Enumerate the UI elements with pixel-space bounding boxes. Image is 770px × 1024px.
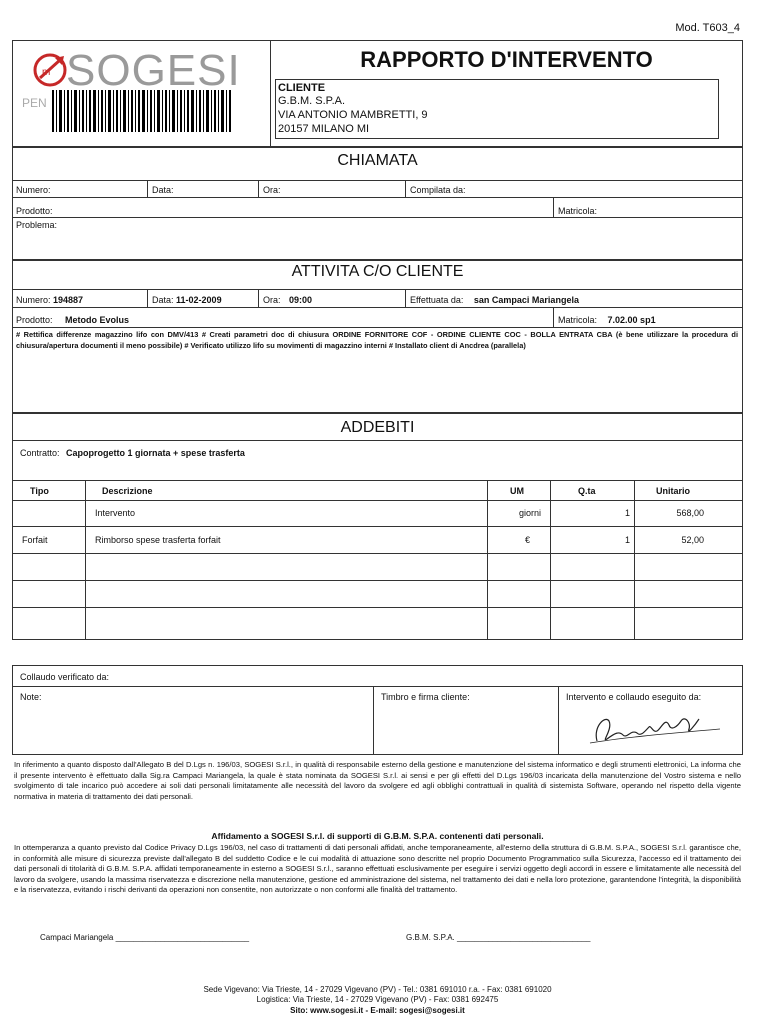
col-um: UM bbox=[510, 486, 524, 496]
technician-signature bbox=[585, 703, 725, 751]
addebiti-title: ADDEBITI bbox=[340, 419, 415, 436]
attivita-matricola-label: Matricola: bbox=[558, 315, 598, 325]
affidamento-title: Affidamento a SOGESI S.r.l. di supporti di G.B.M. S.P.A. contenenti dati personali. bbox=[211, 831, 544, 841]
row-qta: 1 bbox=[624, 508, 630, 518]
attivita-numero-value: 194887 bbox=[53, 295, 84, 305]
footer-sede: Sede Vigevano: Via Trieste, 14 - 27029 Vigevano (PV) - Tel.: 0381 691010 r.a. - Fax: 0381 691020 bbox=[203, 985, 552, 994]
form-code: Mod. T603_4 bbox=[675, 22, 740, 34]
cliente-address: VIA ANTONIO MAMBRETTI, 9 bbox=[278, 109, 428, 121]
svg-text:m: m bbox=[42, 67, 51, 78]
attivita-prodotto-label: Prodotto: bbox=[16, 315, 53, 325]
col-qta: Q.ta bbox=[578, 486, 596, 496]
signature-right bbox=[406, 933, 590, 942]
row-qta: 1 bbox=[624, 535, 630, 545]
eseguito-label: Intervento e collaudo eseguito da: bbox=[566, 692, 702, 702]
row-um: € bbox=[524, 535, 530, 545]
col-descrizione: Descrizione bbox=[102, 486, 153, 496]
contratto-value: Capoprogetto 1 giornata + spese trasferta bbox=[66, 448, 245, 458]
logo-subtext: PEN bbox=[22, 96, 47, 110]
signature-right-name: G.B.M. S.P.A. bbox=[406, 933, 455, 942]
row-descrizione: Intervento bbox=[95, 508, 136, 518]
row-um: giorni bbox=[518, 508, 541, 518]
footer-logistica: Logistica: Via Trieste, 14 - 27029 Vigevano (PV) - Fax: 0381 692475 bbox=[256, 995, 499, 1004]
col-tipo: Tipo bbox=[30, 486, 49, 496]
attivita-data-value: 11-02-2009 bbox=[176, 295, 222, 305]
signature-left-line: ______________________________ bbox=[115, 933, 250, 942]
signature-left bbox=[40, 933, 249, 942]
contratto-label: Contratto: bbox=[20, 448, 60, 458]
chiamata-matricola-label: Matricola: bbox=[558, 206, 598, 216]
signature-left-name: Campaci Mariangela bbox=[40, 933, 114, 942]
attivita-ora-value: 09:00 bbox=[289, 295, 313, 305]
privacy-notice: In riferimento a quanto disposto dall'Allegato B del D.Lgs n. 196/03, SOGESI S.r.l., in qualità di responsabile esterno della gestione e manutenzione del sistema informatico e degli strumenti elettronici, La informa che il presente intervento è effettuato dalla Sig.ra Campaci Mariangela, la quale è stata nominata da SOGESI S.r.l. ai sensi e per gli effetti del D.Lgs 196/03 incaricata della manutenzione del Vostro sistema e nello svolgimento di tale incarico può accedere ai soli dati personali limitatamente alle necessità del lavoro da svolgere ed agli obblighi contrattuali in qualità di sistemista Software, operando nel rispetto della vigente normativa in materia di trattamento dei dati personali. bbox=[14, 760, 741, 801]
note-label: Note: bbox=[20, 692, 42, 702]
attivita-title: ATTIVITA C/O CLIENTE bbox=[291, 263, 464, 280]
signature-right-line: ______________________________ bbox=[457, 933, 591, 942]
attivita-prodotto-value: Metodo Evolus bbox=[65, 315, 130, 325]
attivita-data-label: Data: bbox=[152, 295, 174, 305]
chiamata-ora-label: Ora: bbox=[263, 185, 281, 195]
footer-contacts: Sito: www.sogesi.it - E-mail: sogesi@sogesi.it bbox=[290, 1006, 465, 1015]
collaudo-verificato-label: Collaudo verificato da: bbox=[20, 672, 110, 682]
timbro-label: Timbro e firma cliente: bbox=[381, 692, 470, 702]
row-unitario: 52,00 bbox=[681, 535, 704, 545]
affidamento-text: In ottemperanza a quanto previsto dal Codice Privacy D.Lgs 196/03, nel caso di trattamenti di dati personali affidati, anche temporaneamente, all'esterno della struttura di G.B.M. S.P.A., SOGESI S.r.l. garantisce che, in conformità alle misure di sicurezza previste dall'allegato B del suddetto Codice e le cui modalità di attuazione sono descritte nel proprio Documento Programmatico sulla Sicurezza, l'accesso ed il trattamento dei dati personali di titolarità di G.B.M. S.P.A. affidati temporaneamente in esterno a SOGESI S.r.l., saranno effettuati esclusivamente per eseguire i servizi oggetto degli accordi in essere e limitatamente alle necessità del lavoro da svolgere, usando la massima riservatezza e discrezione nella manutenzione, gestione ed amministrazione del sistema, nel trattamento dei dati e nella loro protezione, garantendone l'integrità, la disponibilità e la riservatezza, evitando i rischi derivanti da operazioni non consentite, non autorizzate o non conformi alle finalità del trattamento. bbox=[14, 843, 741, 894]
row-unitario: 568,00 bbox=[676, 508, 704, 518]
col-unitario: Unitario bbox=[656, 486, 691, 496]
cliente-city: 20157 MILANO MI bbox=[278, 123, 370, 135]
chiamata-numero-label: Numero: bbox=[16, 185, 51, 195]
chiamata-title: CHIAMATA bbox=[337, 152, 418, 169]
attivita-numero-label: Numero: bbox=[16, 295, 51, 305]
page-title: RAPPORTO D'INTERVENTO bbox=[360, 47, 653, 72]
chiamata-data-label: Data: bbox=[152, 185, 174, 195]
chiamata-prodotto-label: Prodotto: bbox=[16, 206, 53, 216]
row-descrizione: Rimborso spese trasferta forfait bbox=[95, 535, 221, 545]
signature-graphic bbox=[585, 703, 725, 751]
logo bbox=[22, 48, 264, 140]
chiamata-compilata-label: Compilata da: bbox=[410, 185, 466, 195]
attivita-description: # Rettifica differenze magazzino lifo con DMV/413 # Creati parametri doc di chiusura ORDINE FORNITORE COF - ORDINE CLIENTE COC - BOLLA ENTRATA CBA (è bene utilizzare la procedura di chiusura/apertura documenti il meno possibile) # Verificato utilizzo lifo su movimenti di magazzino interni # Installato client di Ancdrea (parallela) bbox=[16, 330, 738, 350]
cliente-name: G.B.M. S.P.A. bbox=[278, 95, 346, 107]
attivita-effettuata-value: san Campaci Mariangela bbox=[473, 295, 579, 305]
attivita-ora-label: Ora: bbox=[263, 295, 281, 305]
cliente-label: CLIENTE bbox=[278, 82, 326, 94]
attivita-effettuata-label: Effettuata da: bbox=[410, 295, 464, 305]
logo-text: SOGESI bbox=[66, 46, 241, 95]
chiamata-problema-label: Problema: bbox=[16, 220, 58, 230]
row-tipo: Forfait bbox=[22, 535, 48, 545]
attivita-matricola-value: 7.02.00 sp1 bbox=[607, 315, 656, 325]
